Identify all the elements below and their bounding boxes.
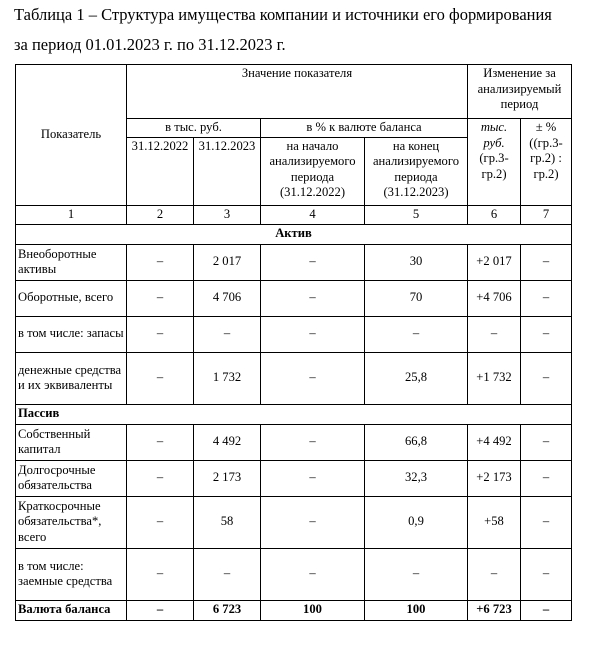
- table-row: [16, 424, 572, 460]
- cell-value: –: [521, 316, 572, 352]
- cell-value: –: [261, 460, 365, 496]
- cell-value: 4 706: [194, 280, 261, 316]
- caption-line-1: Таблица 1 – Структура имущества компании и источники его формирования: [14, 5, 552, 24]
- cell-value: –: [468, 548, 521, 600]
- cell-value: 32,3: [365, 460, 468, 496]
- cell-value: –: [365, 316, 468, 352]
- total-value: +6 723: [468, 600, 521, 620]
- cell-value: –: [521, 548, 572, 600]
- cell-value: –: [521, 280, 572, 316]
- cell-value: –: [194, 548, 261, 600]
- table-row: [16, 280, 572, 316]
- cell-value: –: [127, 424, 194, 460]
- total-label: Валюта баланса: [16, 600, 127, 620]
- cell-value: +58: [468, 496, 521, 548]
- cell-value: –: [521, 244, 572, 280]
- header-date-2023: 31.12.2023: [194, 137, 261, 205]
- row-label: Долгосрочные обязательства: [16, 460, 127, 496]
- header-change-abs: [468, 119, 521, 206]
- cell-value: –: [521, 460, 572, 496]
- row-label: Оборотные, всего: [16, 280, 127, 316]
- header-pct-end: на конец анализируемого периода (31.12.2023): [365, 137, 468, 205]
- cell-value: 70: [365, 280, 468, 316]
- table-row: [16, 496, 572, 548]
- cell-value: –: [127, 316, 194, 352]
- cell-value: +2 173: [468, 460, 521, 496]
- cell-value: –: [127, 280, 194, 316]
- total-row: [16, 600, 572, 620]
- table-row: [16, 460, 572, 496]
- cell-value: –: [521, 424, 572, 460]
- cell-value: +1 732: [468, 352, 521, 404]
- col-number: 6: [468, 205, 521, 224]
- cell-value: –: [261, 280, 365, 316]
- cell-value: 2 017: [194, 244, 261, 280]
- cell-value: –: [261, 244, 365, 280]
- cell-value: –: [127, 460, 194, 496]
- cell-value: –: [261, 424, 365, 460]
- cell-value: –: [127, 496, 194, 548]
- cell-value: –: [127, 352, 194, 404]
- header-change-abs-formula: (гр.3-гр.2): [479, 151, 509, 181]
- cell-value: 25,8: [365, 352, 468, 404]
- cell-value: –: [261, 496, 365, 548]
- cell-value: –: [261, 316, 365, 352]
- table-row: [16, 316, 572, 352]
- column-number-row: [16, 205, 572, 224]
- col-number: 5: [365, 205, 468, 224]
- table-row: [16, 548, 572, 600]
- cell-value: –: [468, 316, 521, 352]
- total-value: –: [127, 600, 194, 620]
- section-assets: Актив: [16, 224, 572, 244]
- total-value: 100: [261, 600, 365, 620]
- header-change-abs-unit: тыс. руб.: [480, 120, 508, 150]
- caption-line-2: за период 01.01.2023 г. по 31.12.2023 г.: [14, 35, 286, 54]
- table-caption: [14, 0, 594, 60]
- table-row: [16, 244, 572, 280]
- cell-value: +4 706: [468, 280, 521, 316]
- cell-value: 0,9: [365, 496, 468, 548]
- cell-value: 4 492: [194, 424, 261, 460]
- section-liabilities: Пассив: [16, 404, 572, 424]
- col-number: 7: [521, 205, 572, 224]
- header-in-thousands-text: в тыс. руб.: [165, 120, 222, 134]
- row-label: в том числе: запасы: [16, 316, 127, 352]
- cell-value: 66,8: [365, 424, 468, 460]
- cell-value: 30: [365, 244, 468, 280]
- cell-value: –: [261, 352, 365, 404]
- cell-value: +2 017: [468, 244, 521, 280]
- total-value: –: [521, 600, 572, 620]
- cell-value: –: [521, 496, 572, 548]
- cell-value: +4 492: [468, 424, 521, 460]
- cell-value: 58: [194, 496, 261, 548]
- total-value: 6 723: [194, 600, 261, 620]
- row-label: денежные средства и их эквиваленты: [16, 352, 127, 404]
- col-number: 4: [261, 205, 365, 224]
- col-number: 3: [194, 205, 261, 224]
- header-pct-start: на начало анализируемого периода (31.12.2022): [261, 137, 365, 205]
- row-label: Внеоборотные активы: [16, 244, 127, 280]
- cell-value: –: [521, 352, 572, 404]
- col-number: 2: [127, 205, 194, 224]
- row-label: в том числе: заемные средства: [16, 548, 127, 600]
- cell-value: –: [261, 548, 365, 600]
- cell-value: 1 732: [194, 352, 261, 404]
- row-label: Собственный капитал: [16, 424, 127, 460]
- header-in-thousands: [127, 119, 261, 138]
- table-row: [16, 352, 572, 404]
- total-value: 100: [365, 600, 468, 620]
- header-indicator: Показатель: [16, 65, 127, 206]
- cell-value: 2 173: [194, 460, 261, 496]
- col-number: 1: [16, 205, 127, 224]
- cell-value: –: [127, 548, 194, 600]
- cell-value: –: [194, 316, 261, 352]
- cell-value: –: [127, 244, 194, 280]
- row-label: Краткосрочные обязательства*, всего: [16, 496, 127, 548]
- balance-structure-table: [15, 64, 572, 621]
- header-date-2022: 31.12.2022: [127, 137, 194, 205]
- header-change-group: Изменение за анализируемый период: [468, 65, 572, 119]
- cell-value: –: [365, 548, 468, 600]
- header-change-pct: ± % ((гр.3-гр.2) : гр.2): [521, 119, 572, 206]
- header-in-percent: в % к валюте баланса: [261, 119, 468, 138]
- header-value-group: Значение показателя: [127, 65, 468, 119]
